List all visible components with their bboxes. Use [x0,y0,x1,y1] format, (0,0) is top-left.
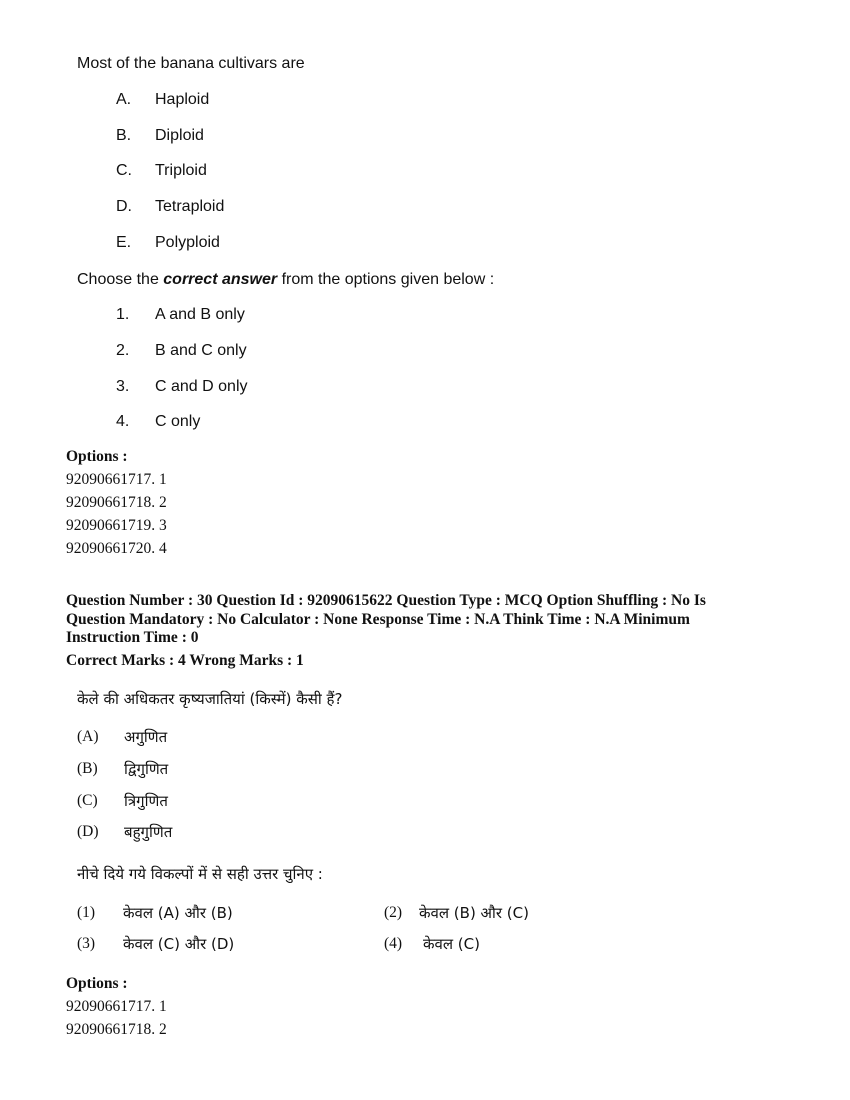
statement-label: E. [116,234,132,251]
statement-text: Tetraploid [155,198,225,215]
statement-text: Triploid [155,162,207,179]
choice-label: 3. [116,378,130,395]
choice-text: C and D only [155,378,248,395]
statement-label: (C) [77,792,98,809]
option-id: 92090661717. 1 [66,471,167,488]
choice-item [116,378,248,396]
statement-text: द्विगुणित [124,760,169,778]
hindi-choice-item [384,903,529,922]
choice-item [116,342,247,360]
statement-text: त्रिगुणित [124,792,168,810]
statement-item [116,91,210,109]
instruction-emphasis: correct answer [163,271,278,288]
statement-text: Diploid [155,127,204,144]
question-meta-line: Question Number : 30 Question Id : 92090615622 Question Type : MCQ Option Shuffling : No Is [66,592,706,609]
choice-label: (1) [77,904,96,921]
answer-instruction [77,271,494,289]
choice-text: A and B only [155,306,245,323]
choice-text: C only [155,413,201,430]
hindi-choice-item [77,903,233,922]
choice-label: (3) [77,935,96,952]
marks-line: Correct Marks : 4 Wrong Marks : 1 [66,652,304,669]
choice-text: केवल (A) और (B) [123,904,233,922]
statement-label: D. [116,198,132,215]
statement-text: Polyploid [155,234,220,251]
option-id: 92090661719. 3 [66,517,167,534]
choice-item [116,306,245,324]
statement-item [116,127,204,145]
statement-label: (A) [77,728,99,745]
options-heading: Options : [66,448,128,465]
option-id: 92090661717. 1 [66,998,167,1015]
statement-label: B. [116,127,132,144]
statement-label: C. [116,162,132,179]
question-meta-line: Question Mandatory : No Calculator : None Response Time : N.A Think Time : N.A Minimum [66,611,690,628]
choice-text: B and C only [155,342,247,359]
hindi-choice-item [77,934,235,953]
statement-text: Haploid [155,91,210,108]
choice-label: (2) [384,904,403,921]
option-id: 92090661718. 2 [66,1021,167,1038]
hindi-statement-item [77,759,169,778]
statement-text: अगुणित [124,728,168,746]
choice-text: केवल (C) [423,935,480,953]
statement-label: A. [116,91,132,108]
choice-text: केवल (B) और (C) [419,904,529,922]
statement-item [116,162,207,180]
option-id: 92090661720. 4 [66,540,167,557]
instruction-text: Choose the [77,271,164,288]
choice-label: 2. [116,342,130,359]
hindi-statement-item [77,791,168,810]
statement-item [116,198,225,216]
hindi-statement-item [77,727,168,746]
statement-text: बहुगुणित [124,823,173,841]
options-heading: Options : [66,975,128,992]
hindi-choice-item [384,934,480,953]
choice-item [116,413,201,431]
question-meta-line: Instruction Time : 0 [66,629,199,646]
statement-label: (B) [77,760,98,777]
statement-item [116,234,220,252]
hindi-statement-item [77,822,173,841]
statement-label: (D) [77,823,99,840]
choice-text: केवल (C) और (D) [123,935,235,953]
choice-label: 1. [116,306,130,323]
question-stem: Most of the banana cultivars are [77,55,305,72]
hindi-answer-instruction: नीचे दिये गये विकल्पों में से सही उत्तर चुनिए : [77,865,323,883]
choice-label: (4) [384,935,403,952]
hindi-question-stem: केले की अधिकतर कृष्यजातियां (किस्में) कैसी हैं? [77,690,343,708]
option-id: 92090661718. 2 [66,494,167,511]
instruction-text: from the options given below : [277,271,495,288]
choice-label: 4. [116,413,130,430]
